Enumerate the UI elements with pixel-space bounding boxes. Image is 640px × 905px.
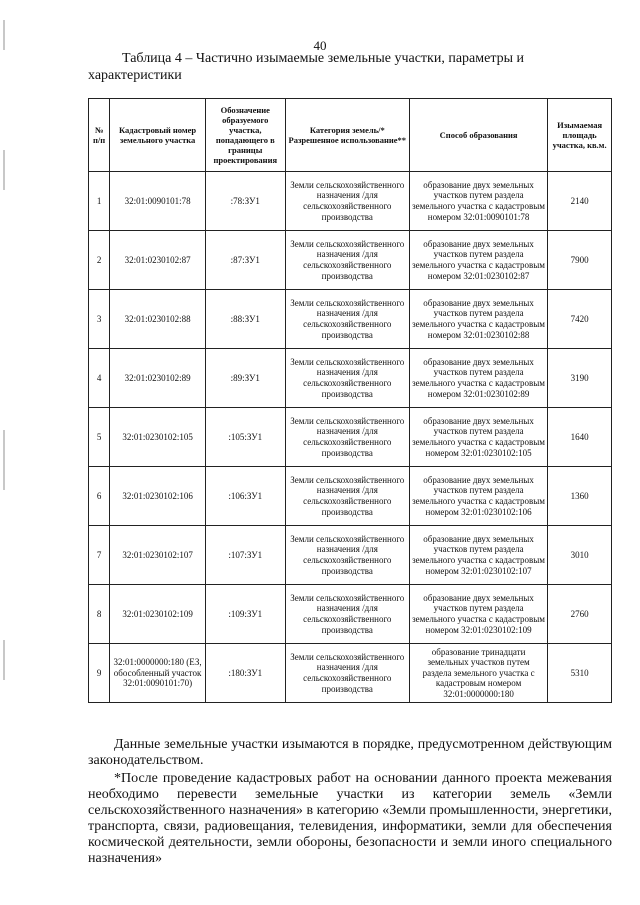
cell-cadastral: 32:01:0230102:105 [110,408,206,467]
cell-area: 2140 [548,172,612,231]
cell-area: 5310 [548,644,612,703]
cell-num: 5 [89,408,110,467]
cell-cadastral: 32:01:0230102:88 [110,290,206,349]
table-row [89,172,612,231]
cell-num: 1 [89,172,110,231]
cell-num: 4 [89,349,110,408]
paragraph-seizure-order: Данные земельные участки изымаются в порядке, предусмотренном действующим законодательством. [88,737,612,768]
table-row [89,644,612,703]
cell-category: Земли сельскохозяйственного назначения /для сельскохозяйственного производства [285,585,409,644]
cell-designation: :89:ЗУ1 [205,349,285,408]
cell-area: 1640 [548,408,612,467]
cell-num: 9 [89,644,110,703]
cell-area: 1360 [548,467,612,526]
cell-category: Земли сельскохозяйственного назначения /для сельскохозяйственного производства [285,467,409,526]
cell-designation: :107:ЗУ1 [205,526,285,585]
cell-area: 7420 [548,290,612,349]
cell-num: 2 [89,231,110,290]
cell-method: образование двух земельных участков путем раздела земельного участка с кадастровым номером 32:01:0230102:107 [409,526,547,585]
cell-cadastral: 32:01:0230102:106 [110,467,206,526]
cell-area: 3010 [548,526,612,585]
cell-method: образование двух земельных участков путем раздела земельного участка с кадастровым номером 32:01:0230102:106 [409,467,547,526]
cell-cadastral: 32:01:0230102:89 [110,349,206,408]
cell-category: Земли сельскохозяйственного назначения /для сельскохозяйственного производства [285,526,409,585]
cell-designation: :105:ЗУ1 [205,408,285,467]
cell-category: Земли сельскохозяйственного назначения /для сельскохозяйственного производства [285,349,409,408]
header-method: Способ образования [409,99,547,172]
cell-cadastral: 32:01:0000000:180 (ЕЗ, обособленный участок 32:01:0090101:70) [110,644,206,703]
cell-cadastral: 32:01:0230102:107 [110,526,206,585]
cell-method: образование тринадцати земельных участков путем раздела земельного участка с кадастровым номером 32:01:0000000:180 [409,644,547,703]
header-category: Категория земель/* Разрешенное использование** [285,99,409,172]
table-row [89,467,612,526]
cell-designation: :109:ЗУ1 [205,585,285,644]
cell-method: образование двух земельных участков путем раздела земельного участка с кадастровым номером 32:01:0230102:88 [409,290,547,349]
cell-designation: :180:ЗУ1 [205,644,285,703]
page-number: 40 [313,38,327,53]
cell-designation: :88:ЗУ1 [205,290,285,349]
cell-category: Земли сельскохозяйственного назначения /для сельскохозяйственного производства [285,644,409,703]
cell-method: образование двух земельных участков путем раздела земельного участка с кадастровым номером 32:01:0230102:109 [409,585,547,644]
cell-category: Земли сельскохозяйственного назначения /для сельскохозяйственного производства [285,231,409,290]
land-plots-table [88,98,612,703]
header-num: № п/п [89,99,110,172]
header-cadastral: Кадастровый номер земельного участка [110,99,206,172]
cell-method: образование двух земельных участков путем раздела земельного участка с кадастровым номером 32:01:0230102:105 [409,408,547,467]
table-row [89,290,612,349]
header-area: Изымаемая площадь участка, кв.м. [548,99,612,172]
table-row [89,231,612,290]
table-header-row [89,99,612,172]
paragraph-category-note: *После проведение кадастровых работ на основании данного проекта межевания необходимо перевести земельные участки из категории земель «Земли сельскохозяйственного назначения» в категорию «Земли промышленности, энергетики, транспорта, связи, радиовещания, телевидения, информатики, земли для обеспечения космической деятельности, земли обороны, безопасности и земли иного специального назначения» [88,771,612,866]
table-row [89,526,612,585]
cell-cadastral: 32:01:0090101:78 [110,172,206,231]
cell-num: 3 [89,290,110,349]
cell-method: образование двух земельных участков путем раздела земельного участка с кадастровым номером 32:01:0230102:87 [409,231,547,290]
scan-edge-mark [3,430,5,490]
cell-designation: :87:ЗУ1 [205,231,285,290]
table-row [89,408,612,467]
cell-method: образование двух земельных участков путем раздела земельного участка с кадастровым номером 32:01:0230102:89 [409,349,547,408]
cell-area: 3190 [548,349,612,408]
cell-category: Земли сельскохозяйственного назначения /для сельскохозяйственного производства [285,290,409,349]
cell-num: 8 [89,585,110,644]
table-caption [88,50,588,84]
table-caption-line2: характеристики [88,68,182,83]
table-row [89,349,612,408]
table-caption-line1: Таблица 4 – Частично изымаемые земельные участки, параметры и [122,51,525,66]
cell-num: 6 [89,467,110,526]
cell-category: Земли сельскохозяйственного назначения /для сельскохозяйственного производства [285,172,409,231]
scan-edge-mark [3,150,5,190]
header-designation: Обозначение образуемого участка, попадающего в границы проектирования [205,99,285,172]
cell-num: 7 [89,526,110,585]
cell-cadastral: 32:01:0230102:109 [110,585,206,644]
table-row [89,585,612,644]
cell-area: 7900 [548,231,612,290]
cell-area: 2760 [548,585,612,644]
cell-designation: :106:ЗУ1 [205,467,285,526]
cell-method: образование двух земельных участков путем раздела земельного участка с кадастровым номером 32:01:0090101:78 [409,172,547,231]
scan-edge-mark [3,640,5,680]
cell-cadastral: 32:01:0230102:87 [110,231,206,290]
cell-designation: :78:ЗУ1 [205,172,285,231]
cell-category: Земли сельскохозяйственного назначения /для сельскохозяйственного производства [285,408,409,467]
